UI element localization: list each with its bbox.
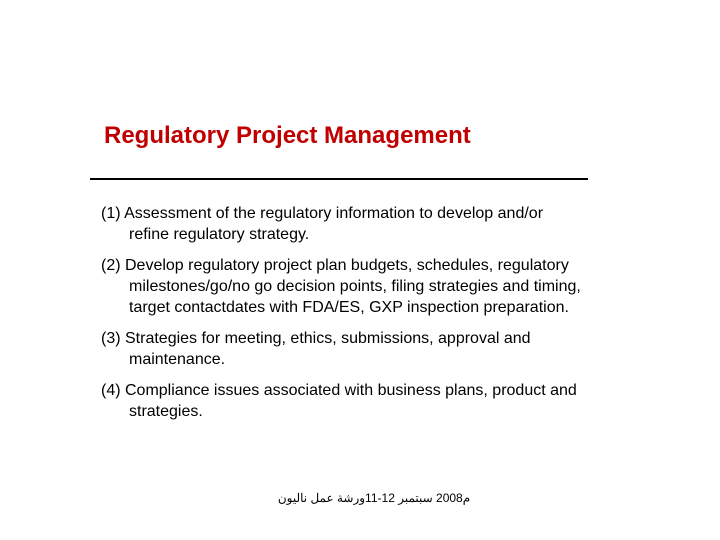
list-item-3: (3) Strategies for meeting, ethics, submissions, approval and maintenance. xyxy=(101,330,531,368)
slide-title: Regulatory Project Management xyxy=(104,122,471,149)
item-list xyxy=(101,203,581,432)
title-divider xyxy=(90,178,588,180)
list-item-1: (1) Assessment of the regulatory information to develop and/or refine regulatory strategy. xyxy=(101,205,544,243)
list-item-4: (4) Compliance issues associated with business plans, product and strategies. xyxy=(101,382,577,420)
footer xyxy=(0,491,720,505)
footer-text: م2008 سبتمبر 12-11ورشة عمل ناليون xyxy=(277,491,471,505)
list-item-2: (2) Develop regulatory project plan budgets, schedules, regulatory milestones/go/no go decision points, filing strategies and timing, target contactdates with FDA/ES, GXP inspection preparation. xyxy=(101,257,581,316)
